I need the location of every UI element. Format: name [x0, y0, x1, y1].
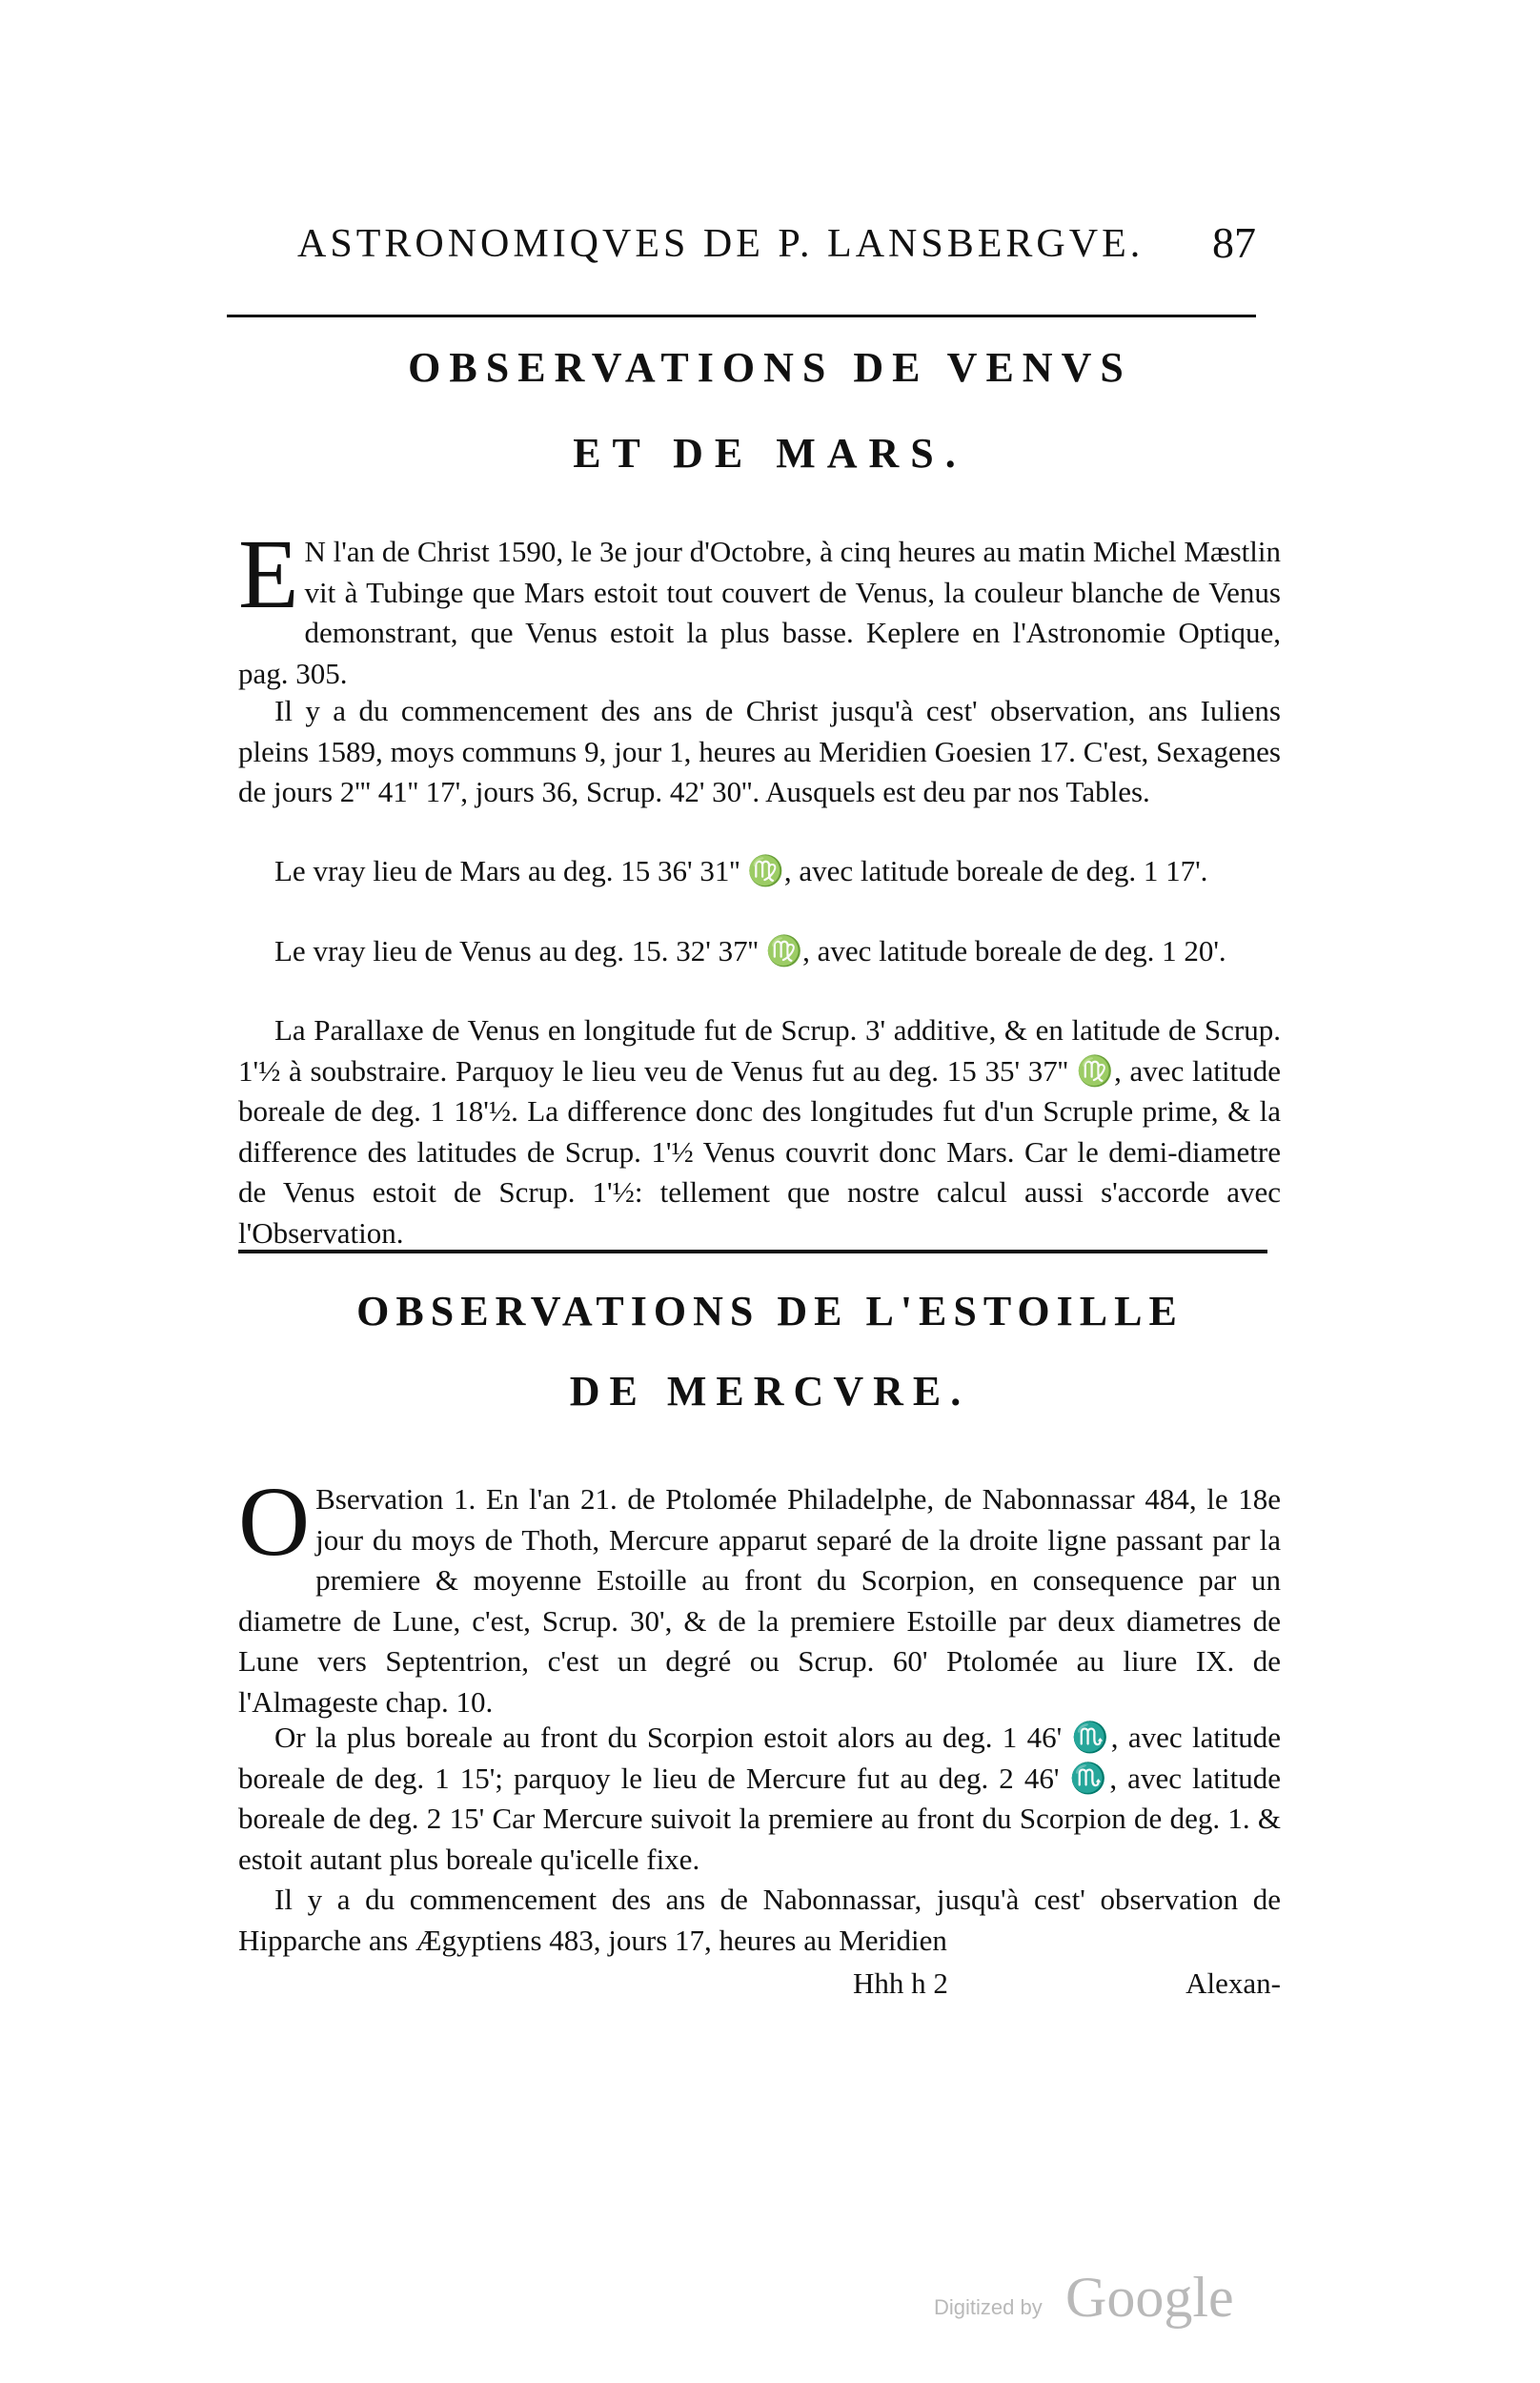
section2-paragraph-2 [238, 1718, 1281, 1880]
section1-paragraph-4 [238, 931, 1281, 972]
paragraph-text: N l'an de Christ 1590, le 3e jour d'Octobre, à cinq heures au matin Michel Mæstlin vit à Tubinge que Mars estoit tout couvert de Venus, la couleur blanche de Venus demonstrant, que Venus estoit la plus basse. Keplere en l'Astronomie Optique, pag. 305. [238, 535, 1282, 690]
google-watermark [934, 2257, 1258, 2343]
catchword: Alexan- [1185, 1966, 1281, 2000]
section1-title-line1: OBSERVATIONS DE VENVS [408, 344, 1132, 391]
section1-paragraph-5 [238, 1010, 1281, 1254]
section2-paragraph-3 [238, 1880, 1281, 1961]
page-number: 87 [1212, 218, 1256, 267]
section1-paragraph-3 [238, 851, 1281, 892]
header-rule [227, 315, 1256, 317]
paragraph-text: Bservation 1. En l'an 21. de Ptolomée Philadelphe, de Nabonnassar 484, le 18e jour du moys de Thoth, Mercure apparut separé de la droite ligne passant par la premiere & moyenne Estoille au front du Scorpion, en consequence par un diametre de Lune, c'est, Scrup. 30', & de la premiere Estoille par deux diametres de Lune vers Septentrion, c'est un degré ou Scrup. 60' Ptolomée au liure IX. de l'Almageste chap. 10. [238, 1482, 1281, 1719]
section1-paragraph-1 [238, 519, 1282, 694]
section-divider-rule [238, 1250, 1267, 1253]
section1-title-line2: ET DE MARS. [573, 430, 967, 477]
section1-paragraph-2 [238, 691, 1281, 813]
paragraph-text: Or la plus boreale au front du Scorpion estoit alors au deg. 1 46' ♏, avec latitude boreale de deg. 1 15'; parquoy le lieu de Mercure fut au deg. 2 46' ♏, avec latitude boreale de deg. 2 15' Car Mercure suivoit la premiere au front du Scorpion de deg. 1. & estoit autant plus boreale qu'icelle fixe. [238, 1721, 1281, 1876]
paragraph-text: La Parallaxe de Venus en longitude fut de Scrup. 3' additive, & en latitude de Scrup. 1'½ à soubstraire. Parquoy le lieu veu de Venus fut au deg. 15 35' 37'' ♍, avec latitude boreale de deg. 1 18'½. La difference donc des longitudes fut d'un Scruple prime, & la difference des latitudes de Scrup. 1'½ Venus couvrit donc Mars. Car le demi-diametre de Venus estoit de Scrup. 1'½: tellement que nostre calcul aussi s'accorde avec l'Observation. [238, 1013, 1281, 1250]
dropcap-letter: E [238, 519, 299, 629]
watermark-brand: Google [1065, 2266, 1234, 2329]
section2-title-line1: OBSERVATIONS DE L'ESTOILLE [356, 1288, 1184, 1334]
running-title: ASTRONOMIQVES DE P. LANSBERGVE. [297, 222, 1145, 266]
dropcap-letter: O [238, 1467, 311, 1577]
paragraph-text: Il y a du commencement des ans de Nabonnassar, jusqu'à cest' observation de Hipparche ans Ægyptiens 483, jours 17, heures au Meridien [238, 1883, 1281, 1957]
signature-mark: Hhh h 2 [853, 1966, 948, 2000]
paragraph-text: Le vray lieu de Venus au deg. 15. 32' 37'' ♍, avec latitude boreale de deg. 1 20'. [274, 934, 1226, 967]
paragraph-text: Le vray lieu de Mars au deg. 15 36' 31'' ♍, avec latitude boreale de deg. 1 17'. [274, 854, 1208, 887]
section2-title-line2: DE MERCVRE. [569, 1368, 971, 1415]
running-head [236, 215, 1256, 276]
watermark-prefix: Digitized by [934, 2295, 1043, 2319]
catch-line [238, 1964, 1281, 2004]
paragraph-text: Il y a du commencement des ans de Christ jusqu'à cest' observation, ans Iuliens pleins 1589, moys communs 9, jour 1, heures au Meridien Goesien 17. C'est, Sexagenes de jours 2''' 41'' 17', jours 36, Scrup. 42' 30''. Ausquels est deu par nos Tables. [238, 694, 1281, 809]
section2-paragraph-1 [238, 1467, 1281, 1723]
